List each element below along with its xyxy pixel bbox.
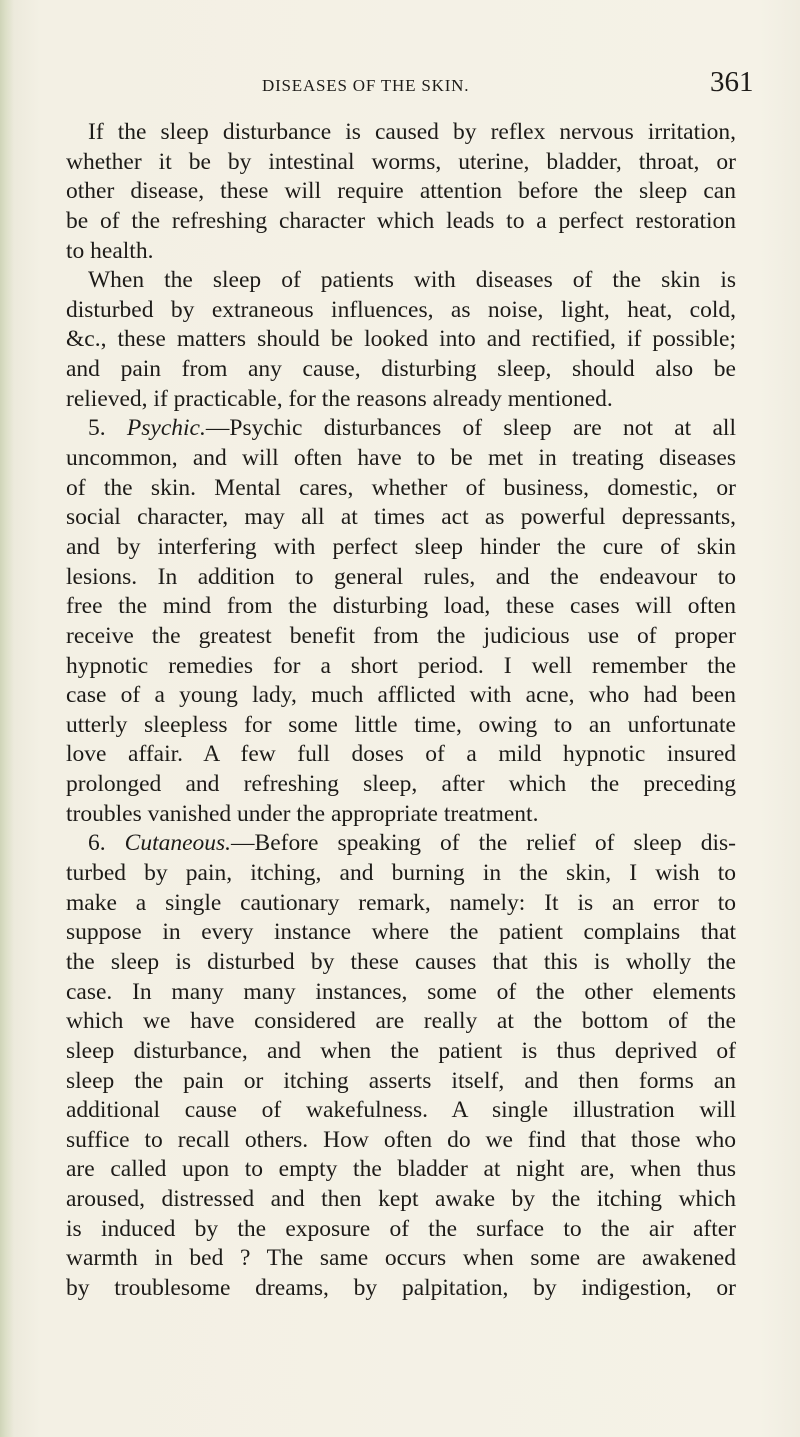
line-text: social character, may all at times act as powerful depressants, bbox=[66, 504, 736, 531]
text-line bbox=[66, 118, 736, 148]
line-text: and pain from any cause, disturbing sleep, should also be bbox=[66, 356, 736, 383]
text-line bbox=[66, 859, 736, 889]
line-text: uncommon, and will often have to be met in treating diseases bbox=[66, 445, 736, 472]
text-line bbox=[66, 978, 736, 1008]
line-text: sleep the pain or itching asserts itself, and then forms an bbox=[66, 1067, 736, 1094]
text-line bbox=[66, 296, 736, 326]
text-line bbox=[66, 889, 736, 919]
text-line bbox=[66, 918, 736, 948]
line-text: —Psychic disturbances of sleep are not at all bbox=[205, 415, 736, 442]
line-text: —Before speaking of the relief of sleep dis- bbox=[231, 830, 736, 857]
line-text: free the mind from the disturbing load, these cases will often bbox=[66, 593, 736, 620]
line-text: turbed by pain, itching, and burning in the skin, I wish to bbox=[66, 860, 736, 887]
line-text: disturbed by extraneous influences, as noise, light, heat, cold, bbox=[66, 296, 736, 323]
text-line bbox=[66, 503, 736, 533]
text-line bbox=[66, 325, 736, 355]
page-number: 361 bbox=[710, 66, 754, 98]
line-text: troubles vanished under the appropriate treatment. bbox=[66, 800, 539, 827]
text-line bbox=[66, 1155, 736, 1185]
text-line bbox=[66, 711, 736, 741]
line-text: other disease, these will require attention before the sleep can bbox=[66, 178, 736, 205]
line-text: When the sleep of patients with diseases of the skin is bbox=[88, 267, 736, 294]
running-head: DISEASES OF THE SKIN. bbox=[262, 76, 470, 95]
line-text: case of a young lady, much afflicted with acne, who had been bbox=[66, 682, 736, 709]
line-text: suppose in every instance where the patient complains that bbox=[66, 919, 736, 946]
text-line bbox=[66, 948, 736, 978]
line-text: case. In many many instances, some of the other elements bbox=[66, 978, 736, 1005]
text-line bbox=[66, 1126, 736, 1156]
text-line bbox=[66, 829, 736, 859]
line-text: additional cause of wakefulness. A single illustration will bbox=[66, 1097, 736, 1124]
text-line bbox=[66, 444, 736, 474]
text-line bbox=[66, 414, 736, 444]
text-line bbox=[66, 652, 736, 682]
text-line bbox=[66, 800, 736, 830]
line-text: suffice to recall others. How often do we find that those who bbox=[66, 1126, 736, 1153]
text-line bbox=[66, 740, 736, 770]
text-line bbox=[66, 355, 736, 385]
text-line bbox=[66, 1274, 736, 1304]
section-number: 6. bbox=[88, 830, 125, 857]
text-line bbox=[66, 385, 736, 415]
text-line bbox=[66, 237, 736, 267]
text-line bbox=[66, 622, 736, 652]
line-text: love affair. A few full doses of a mild hypnotic insured bbox=[66, 741, 736, 768]
page-header bbox=[0, 66, 800, 106]
line-text: If the sleep disturbance is caused by reflex nervous irritation, bbox=[88, 119, 736, 145]
line-text: utterly sleepless for some little time, owing to an unfortunate bbox=[66, 711, 736, 738]
text-line bbox=[66, 266, 736, 296]
line-text: prolonged and refreshing sleep, after which the preceding bbox=[66, 771, 736, 798]
line-text: receive the greatest benefit from the judicious use of proper bbox=[66, 622, 736, 649]
line-text: is induced by the exposure of the surface to the air after bbox=[66, 1215, 736, 1242]
section-heading: Cutaneous. bbox=[124, 830, 232, 857]
text-line bbox=[66, 533, 736, 563]
text-line bbox=[66, 474, 736, 504]
text-line bbox=[66, 148, 736, 178]
line-text: which we have considered are really at the bottom of the bbox=[66, 1008, 736, 1035]
section-heading: Psychic. bbox=[126, 415, 206, 442]
line-text: aroused, distressed and then kept awake by the itching which bbox=[66, 1186, 736, 1213]
body-text bbox=[66, 118, 736, 1304]
text-line bbox=[66, 770, 736, 800]
line-text: relieved, if practicable, for the reasons already mentioned. bbox=[66, 385, 613, 412]
line-text: by troublesome dreams, by palpitation, by indigestion, or bbox=[66, 1274, 736, 1301]
line-text: of the skin. Mental cares, whether of business, domestic, or bbox=[66, 474, 736, 501]
text-line bbox=[66, 1215, 736, 1245]
line-text: lesions. In addition to general rules, and the endeavour to bbox=[66, 563, 736, 590]
text-line bbox=[66, 207, 736, 237]
text-line bbox=[66, 592, 736, 622]
section-number: 5. bbox=[88, 415, 127, 442]
line-text: whether it be by intestinal worms, uterine, bladder, throat, or bbox=[66, 148, 736, 175]
text-line bbox=[66, 1096, 736, 1126]
page-gutter bbox=[0, 0, 14, 1437]
line-text: are called upon to empty the bladder at night are, when thus bbox=[66, 1156, 736, 1183]
text-line bbox=[66, 1067, 736, 1097]
line-text: sleep disturbance, and when the patient is thus deprived of bbox=[66, 1037, 736, 1064]
line-text: make a single cautionary remark, namely: It is an error to bbox=[66, 889, 736, 916]
text-line bbox=[66, 1244, 736, 1274]
text-line bbox=[66, 1185, 736, 1215]
line-text: warmth in bed ? The same occurs when some are awakened bbox=[66, 1245, 736, 1272]
line-text: to health. bbox=[66, 237, 154, 264]
line-text: and by interfering with perfect sleep hinder the cure of skin bbox=[66, 533, 736, 560]
text-line bbox=[66, 1037, 736, 1067]
line-text: the sleep is disturbed by these causes that this is wholly the bbox=[66, 948, 736, 975]
line-text: &c., these matters should be looked into and rectified, if possible; bbox=[66, 326, 736, 353]
text-line bbox=[66, 1007, 736, 1037]
text-line bbox=[66, 177, 736, 207]
line-text: be of the refreshing character which leads to a perfect restoration bbox=[66, 207, 736, 234]
text-line bbox=[66, 681, 736, 711]
text-line bbox=[66, 563, 736, 593]
line-text: hypnotic remedies for a short period. I well remember the bbox=[66, 652, 736, 679]
